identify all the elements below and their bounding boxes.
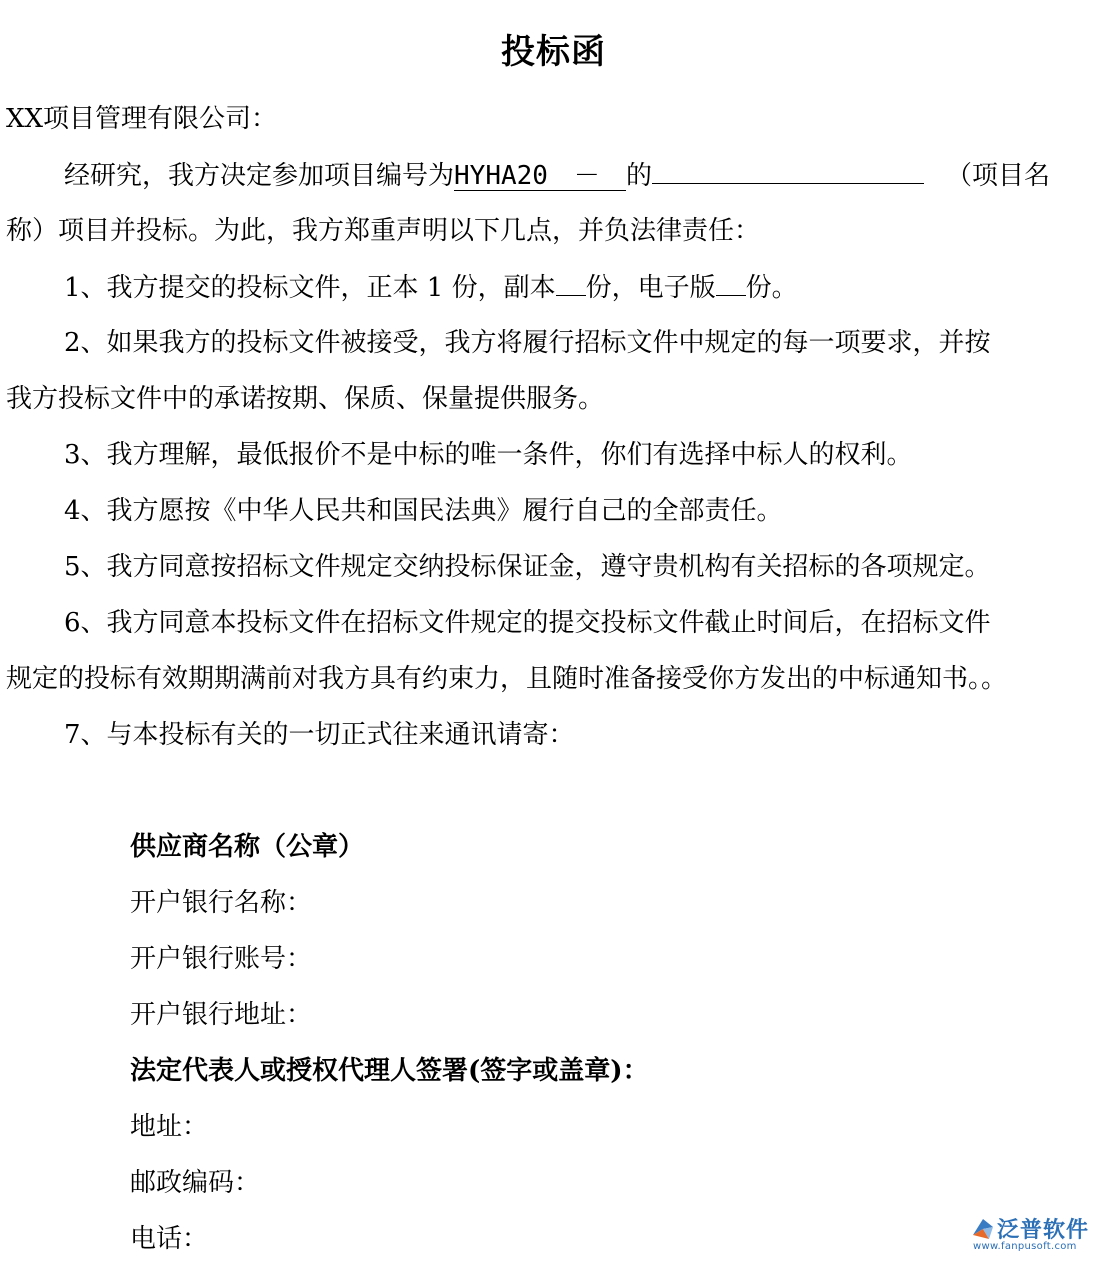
postcode-label: 邮政编码： xyxy=(130,1168,261,1198)
project-code-field: HYHA20 － xyxy=(454,161,626,191)
intro-text-3: （项目名 xyxy=(945,161,1050,191)
item-1-text-3: 份。 xyxy=(745,273,798,303)
phone-label: 电话： xyxy=(130,1224,209,1254)
addressee: XX项目管理有限公司： xyxy=(6,104,278,134)
copies-blank xyxy=(556,267,586,296)
item-1 xyxy=(64,267,798,308)
intro-line-1 xyxy=(64,155,1050,196)
item-7: 7、与本投标有关的一切正式往来通讯请寄： xyxy=(64,720,575,750)
watermark-url: www.fanpusoft.com xyxy=(973,1241,1077,1252)
project-name-blank xyxy=(652,155,924,184)
item-2-line-2: 我方投标文件中的承诺按期、保质、保量提供服务。 xyxy=(6,384,605,414)
electronic-copies-blank xyxy=(716,267,746,296)
item-1-text-1: 1、我方提交的投标文件，正本 1 份，副本 xyxy=(64,273,556,303)
address-label: 地址： xyxy=(130,1112,209,1142)
fanpu-logo-icon xyxy=(969,1215,997,1243)
watermark-brand: 泛普软件 xyxy=(997,1218,1090,1243)
item-2-line-1: 2、如果我方的投标文件被接受，我方将履行招标文件中规定的每一项要求，并按 xyxy=(64,328,991,358)
item-6-line-1: 6、我方同意本投标文件在招标文件规定的提交投标文件截止时间后，在招标文件 xyxy=(64,608,991,638)
watermark xyxy=(969,1211,1099,1253)
item-1-text-2: 份，电子版 xyxy=(585,273,716,303)
intro-text-1: 经研究，我方决定参加项目编号为 xyxy=(64,161,455,191)
intro-text-2: 的 xyxy=(625,161,652,191)
item-5: 5、我方同意按招标文件规定交纳投标保证金，遵守贵机构有关招标的各项规定。 xyxy=(64,552,991,582)
document-title: 投标函 xyxy=(501,32,606,72)
bank-account-label: 开户银行账号： xyxy=(130,944,313,974)
bank-address-label: 开户银行地址： xyxy=(130,1000,313,1030)
item-3: 3、我方理解，最低报价不是中标的唯一条件，你们有选择中标人的权利。 xyxy=(64,440,913,470)
intro-line-2: 称）项目并投标。为此，我方郑重声明以下几点，并负法律责任： xyxy=(6,216,761,246)
item-6-line-2: 规定的投标有效期期满前对我方具有约束力，且随时准备接受你方发出的中标通知书。。 xyxy=(6,664,1008,694)
bank-name-label: 开户银行名称： xyxy=(130,888,313,918)
supplier-name-label: 供应商名称（公章） xyxy=(130,832,365,862)
signature-label: 法定代表人或授权代理人签署(签字或盖章)： xyxy=(130,1056,649,1086)
item-4: 4、我方愿按《中华人民共和国民法典》履行自己的全部责任。 xyxy=(64,496,783,526)
